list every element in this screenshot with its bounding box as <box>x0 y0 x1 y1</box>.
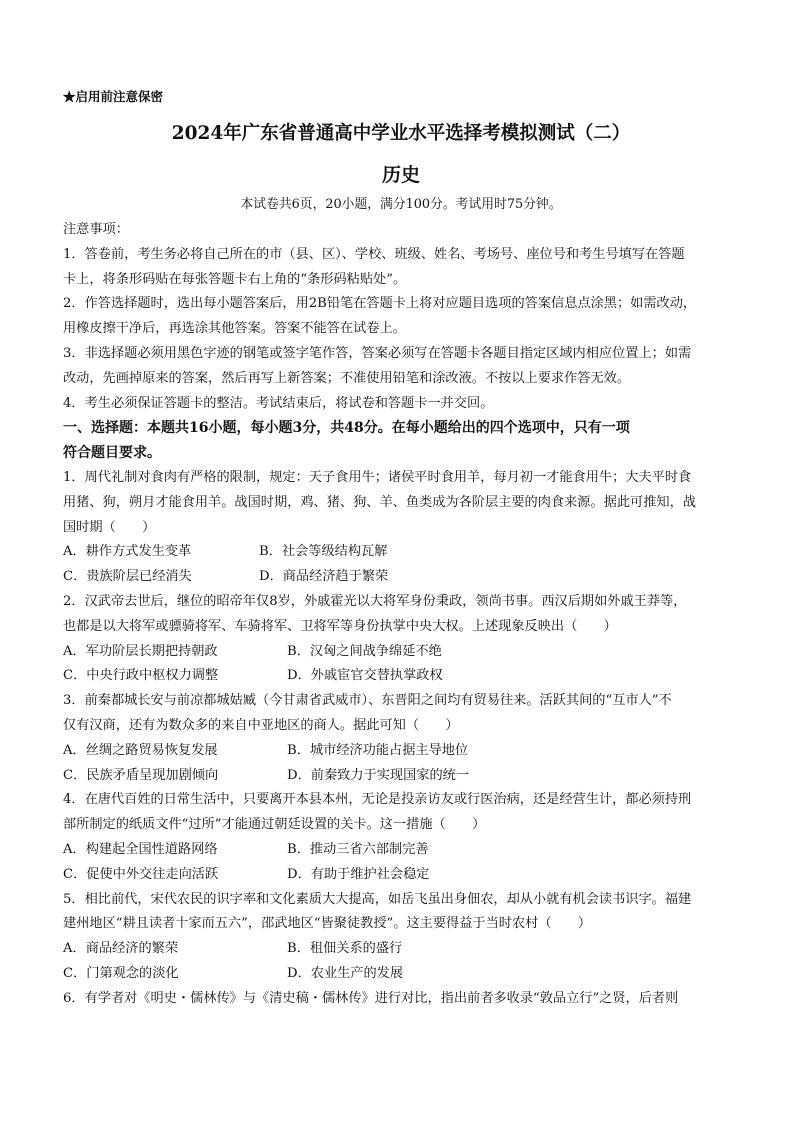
question-stem-line: 国时期（ ） <box>63 519 156 535</box>
question-stem-line: 5．相比前代，宋代农民的识字率和文化素质大大提高，如岳飞虽出身佃农，却从小就有机会读书识字。福建 <box>63 891 692 907</box>
question-stem-line: 部所制定的纸质文件“过所”才能通过朝廷设置的关卡。这一措施（ ） <box>63 817 486 833</box>
exam-page <box>63 88 739 1012</box>
option-a[interactable]: A．耕作方式发生变革 <box>63 544 192 560</box>
option-d[interactable]: D．农业生产的发展 <box>287 965 404 981</box>
section-heading <box>63 416 739 466</box>
question-stem-line: 用猪、狗，朔月才能食用羊。战国时期，鸡、猪、狗、羊、鱼类成为各阶层主要的肉食来源。据此可推知，战 <box>63 494 696 510</box>
option-a[interactable]: A．商品经济的繁荣 <box>63 941 179 957</box>
option-a[interactable]: A．军功阶层长期把持朝政 <box>63 643 218 659</box>
option-c[interactable]: C．民族矛盾呈现加剧倾向 <box>63 767 219 783</box>
section-heading-line: 一、选择题：本题共16小题，每小题3分，共48分。在每小题给出的四个选项中，只有一项 <box>63 420 630 437</box>
options-row <box>63 540 739 565</box>
question-2 <box>63 590 739 689</box>
question-stem-line: 4．在唐代百姓的日常生活中，只要离开本县本州，无论是投亲访友或行医治病，还是经营生计，都必须持刑 <box>63 792 692 808</box>
option-a[interactable]: A．丝绸之路贸易恢复发展 <box>63 742 218 758</box>
question-stem-line: 1．周代礼制对食肉有严格的限制，规定：天子食用牛；诸侯平时食用羊，每月初一才能食用牛；大夫平时食 <box>63 469 692 485</box>
question-stem-line: 2．汉武帝去世后，继位的昭帝年仅8岁，外戚霍光以大将军身份秉政，领尚书事。西汉后期如外戚王莽等， <box>63 593 687 609</box>
options-row <box>63 640 739 665</box>
question-1 <box>63 466 739 590</box>
options-row <box>63 962 739 987</box>
question-4 <box>63 788 739 887</box>
option-b[interactable]: B．租佃关系的盛行 <box>287 941 403 957</box>
option-d[interactable]: D．前秦致力于实现国家的统一 <box>287 767 470 783</box>
notice-line: 3．非选择题必须用黑色字迹的钢笔或签字笔作答，答案必须写在答题卡各题目指定区域内相应位置上；如需 <box>63 345 692 361</box>
option-b[interactable]: B．城市经济功能占据主导地位 <box>287 742 469 758</box>
option-b[interactable]: B．汉匈之间战争绵延不绝 <box>287 643 442 659</box>
question-6 <box>63 987 739 1012</box>
options-row <box>63 937 739 962</box>
option-d[interactable]: D．外戚宦官交替执掌政权 <box>287 668 443 684</box>
section-heading-line: 符合题目要求。 <box>63 445 161 462</box>
notice-line: 4．考生必须保证答题卡的整洁。考试结束后，将试卷和答题卡一并交回。 <box>63 395 494 411</box>
exam-title: 2024年广东省普通高中学业水平选择考模拟测试（二） <box>171 123 631 144</box>
question-stem-line: 6．有学者对《明史・儒林传》与《清史稿・儒林传》进行对比，指出前者多收录“敦品立行”之贤，后者则 <box>63 990 679 1006</box>
notice-line: 卡上，将条形码贴在每张答题卡右上角的“条形码粘贴处”。 <box>63 271 407 287</box>
options-row <box>63 838 739 863</box>
option-d[interactable]: D．商品经济趋于繁荣 <box>259 569 389 585</box>
option-b[interactable]: B．社会等级结构瓦解 <box>259 544 388 560</box>
notice-line: 2．作答选择题时，选出每小题答案后，用2B铅笔在答题卡上将对应题目选项的答案信息点涂黑；如需改动， <box>63 296 697 312</box>
option-a[interactable]: A．构建起全国性道路网络 <box>63 841 218 857</box>
option-c[interactable]: C．促使中外交往走向活跃 <box>63 866 219 882</box>
subject-title: 历史 <box>381 164 420 186</box>
option-c[interactable]: C．门第观念的淡化 <box>63 965 179 981</box>
notice-line: 用橡皮擦干净后，再选涂其他答案。答案不能答在试卷上。 <box>63 321 406 337</box>
question-5 <box>63 888 739 987</box>
option-b[interactable]: B．推动三省六部制完善 <box>287 841 429 857</box>
notice-line: 改动，先画掉原来的答案，然后再写上新答案；不准使用铅笔和涂改液。不按以上要求作答无效。 <box>63 370 631 386</box>
options-row <box>63 739 739 764</box>
question-stem-line: 仅有汉商，还有为数众多的来自中亚地区的商人。据此可知（ ） <box>63 717 459 733</box>
option-d[interactable]: D．有助于维护社会稳定 <box>287 866 430 882</box>
question-stem-line: 建州地区“耕且读者十家而五六”，邵武地区“皆聚徒教授”。这主要得益于当时农村（ ） <box>63 916 592 932</box>
notice-line: 1．答卷前，考生务必将自己所在的市（县、区）、学校、班级、姓名、考场号、座位号和考生号填写在答题 <box>63 246 685 262</box>
question-stem-line: 也都是以大将军或骠骑将军、车骑将军、卫将军等身份执掌中央大权。上述现象反映出（ ） <box>63 618 617 634</box>
question-stem-line: 3．前秦都城长安与前凉都城姑臧（今甘肃省武威市）、东晋阳之间均有贸易往来。活跃其间的“互市人”不 <box>63 693 672 709</box>
options-row <box>63 565 739 590</box>
options-row <box>63 863 739 888</box>
options-row <box>63 764 739 789</box>
confidential-mark: ★启用前注意保密 <box>63 89 164 104</box>
option-c[interactable]: C．贵族阶层已经消失 <box>63 569 192 585</box>
notice-heading: 注意事项： <box>63 222 129 237</box>
notice-block <box>63 218 739 416</box>
option-c[interactable]: C．中央行政中枢权力调整 <box>63 668 219 684</box>
options-row <box>63 664 739 689</box>
question-3 <box>63 689 739 788</box>
exam-info: 本试卷共6页，20小题，满分100分。考试用时75分钟。 <box>240 197 562 212</box>
